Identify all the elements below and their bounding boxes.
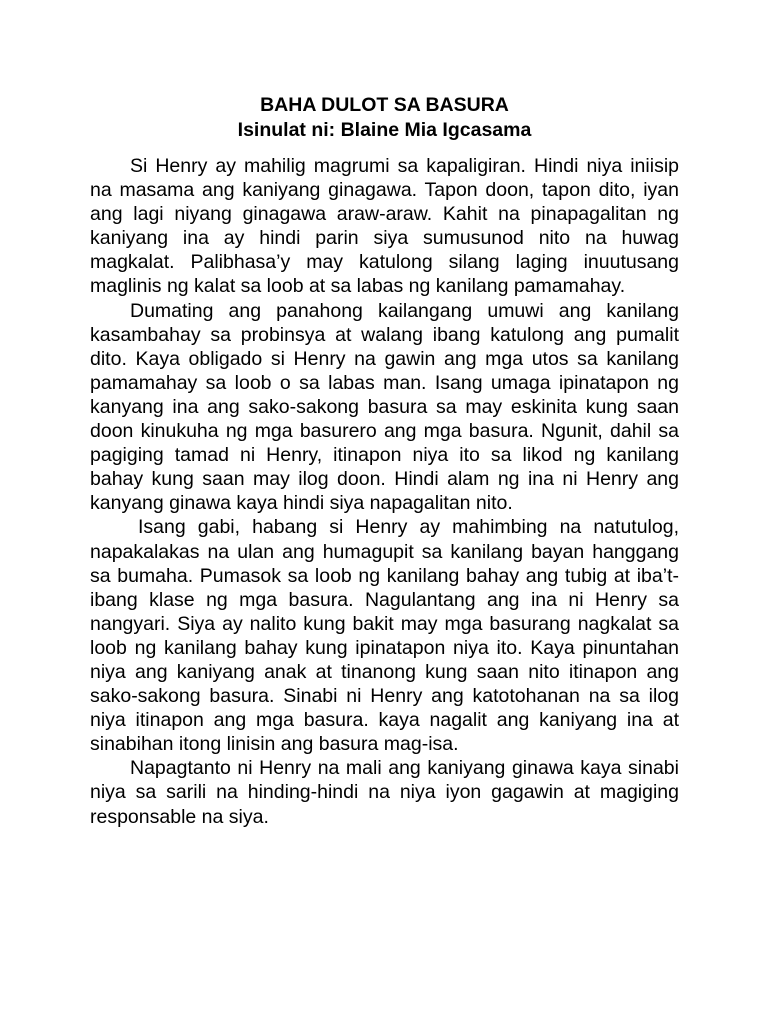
- document-header: [90, 93, 679, 143]
- author-line: Isinulat ni: Blaine Mia Igcasama: [237, 119, 532, 141]
- story-paragraph-2: Dumating ang panahong kailangang umuwi ang kanilang kasambahay sa probinsya at walang ibang katulong ang pumalit dito. Kaya obligado si Henry na gawin ang mga utos sa kanilang pamamahay sa loob o sa labas man. Isang umaga ipinatapon ng kanyang ina ang sako-sakong basura sa may eskinita kung saan doon kinukuha ng mga basurero ang mga basura. Ngunit, dahil sa pagiging tamad ni Henry, itinapon niya ito sa likod ng kanilang bahay kung saan may ilog doon. Hindi alam ng ina ni Henry ang kanyang ginawa kaya hindi siya napagalitan nito.: [90, 299, 679, 515]
- story-body: [90, 154, 679, 829]
- document-title: BAHA DULOT SA BASURA: [260, 94, 509, 116]
- story-paragraph-3: Isang gabi, habang si Henry ay mahimbing na natutulog, napakalakas na ulan ang humagupit sa kanilang bayan hanggang sa bumaha. Pumasok sa loob ng kanilang bahay ang tubig at iba’t-ibang klase ng mga basura. Nagulantang ang ina ni Henry sa nangyari. Siya ay nalito kung bakit may mga basurang nagkalat sa loob ng kanilang bahay kung ipinatapon niya ito. Kaya pinuntahan niya ang kaniyang anak at tinanong kung saan nito itinapon ang sako-sakong basura. Sinabi ni Henry ang katotohanan na sa ilog niya itinapon ang mga basura. kaya nagalit ang kaniyang ina at sinabihan itong linisin ang basura mag-isa.: [90, 516, 679, 756]
- document-page: [90, 93, 679, 829]
- story-paragraph-4: Napagtanto ni Henry na mali ang kaniyang ginawa kaya sinabi niya sa sarili na hinding-hindi na niya iyon gagawin at magiging responsable na siya.: [90, 757, 679, 828]
- story-paragraph-1: Si Henry ay mahilig magrumi sa kapaligiran. Hindi niya iniisip na masama ang kaniyang ginagawa. Tapon doon, tapon dito, iyan ang lagi niyang ginagawa araw-araw. Kahit na pinapagalitan ng kaniyang ina ay hindi parin siya sumusunod nito na huwag magkalat. Palibhasa’y may katulong silang laging inuutusang maglinis ng kalat sa loob at sa labas ng kanilang pamamahay.: [90, 155, 679, 298]
